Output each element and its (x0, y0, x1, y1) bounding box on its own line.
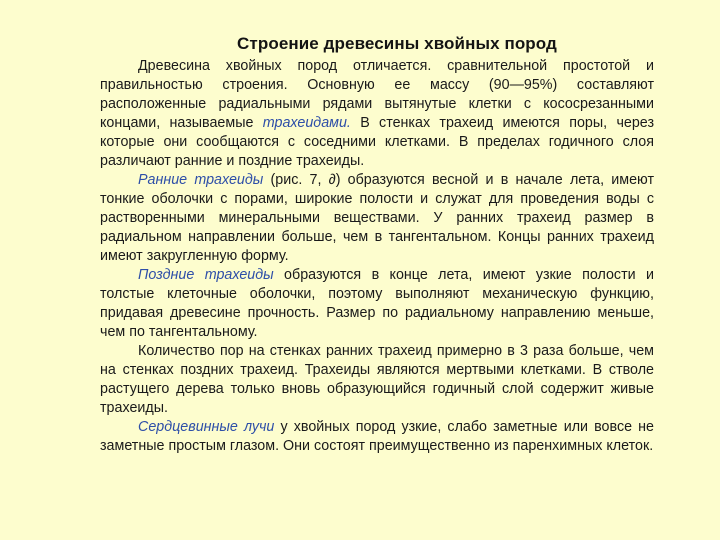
paragraph-1-text-after: В стенках трахеид имеются поры, через которые они сообщаются с соседними клетками. В пределах годичного слоя различают ранние и поздние трахеиды. (100, 115, 654, 169)
paragraph-3 (100, 266, 654, 342)
paragraph-3-text-after: образуются в конце лета, имеют узкие полости и толстые клеточные оболочки, поэтому выполняют механическую функцию, придавая древесине прочность. Размер по радиальному направлению меньше, чем по тангентальному. (100, 267, 654, 340)
paragraph-1-text-before: Древесина хвойных пород отличается. сравнительной простотой и правильностью строения. Основную ее массу (90—95%) составляют расположенные радиальными рядами вытянутые клетки с кососрезанными концами, называемые (100, 58, 654, 131)
paragraph-4 (100, 342, 654, 418)
paragraph-5 (100, 418, 654, 456)
paragraph-2-text-after: (рис. 7, ∂) образуются весной и в начале лета, имеют тонкие оболочки с порами, широкие полости и служат для проведения воды с растворенными минеральными веществами. У ранних трахеид размер в радиальном направлении больше, чем в тангентальном. Концы ранних трахеид имеют закругленную форму. (100, 172, 654, 264)
paragraph-4-text: Количество пор на стенках ранних трахеид примерно в 3 раза больше, чем на стенках поздних трахеид. Трахеиды являются мертвыми клетками. В стволе растущего дерева только вновь образующийся годичный слой содержит живые трахеиды. (100, 343, 654, 416)
term-tracheids: трахеидами. (262, 115, 351, 131)
term-early-tracheids: Ранние трахеиды (138, 172, 264, 188)
slide-title-text: Строение древесины хвойных пород (237, 34, 557, 53)
body-text (100, 57, 654, 456)
paragraph-2 (100, 171, 654, 266)
slide-title (0, 34, 720, 54)
paragraph-1 (100, 57, 654, 171)
term-medullary-rays: Сердцевинные лучи (138, 419, 275, 435)
paragraph-5-text-after: у хвойных пород узкие, слабо заметные или вовсе не заметные простым глазом. Они состоят преимущественно из паренхимных клеток. (100, 419, 655, 454)
term-late-tracheids: Поздние трахеиды (138, 267, 274, 283)
